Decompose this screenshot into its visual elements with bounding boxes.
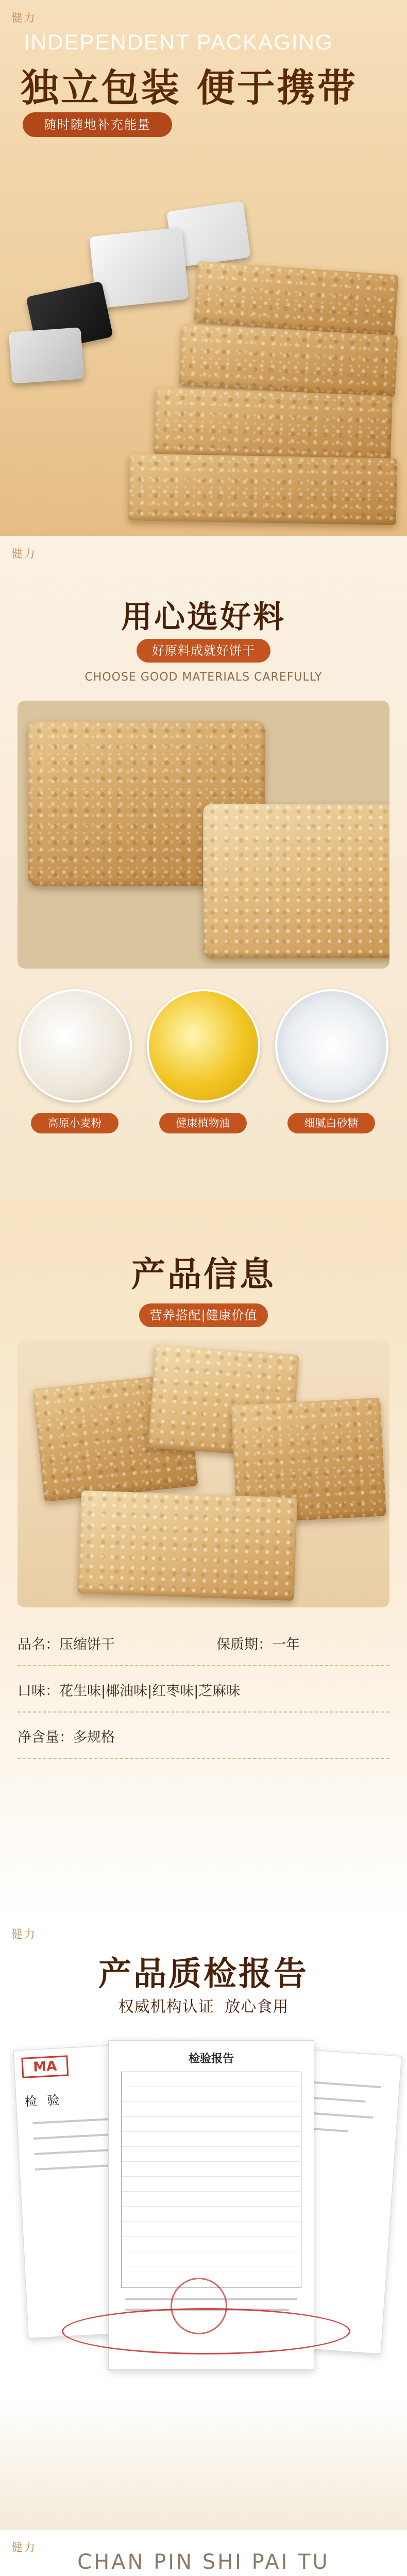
- doc-left-header: 检 验: [24, 2092, 63, 2109]
- flour-image: [19, 989, 132, 1103]
- divider: [18, 1758, 389, 1759]
- quality-report-section: [0, 1917, 407, 2530]
- ingredients-section: [0, 536, 407, 1200]
- report-subtitle: [0, 1994, 407, 2016]
- shelf-value: 一年: [272, 1637, 300, 1653]
- flavor-value: 花生味|椰油味|红枣味|芝麻味: [59, 1683, 241, 1699]
- info-name-row: [18, 1633, 115, 1653]
- oil-image: [147, 989, 260, 1103]
- ingredients-photo: [18, 701, 389, 969]
- report-sub-2: 放心食用: [225, 1998, 289, 2016]
- ingredients-pill: 好原料成就好饼干: [137, 639, 270, 663]
- ingredients-title: 用心选好料: [121, 599, 286, 635]
- info-flavor-row: [18, 1680, 240, 1700]
- doc-title: 检验报告: [188, 2053, 234, 2065]
- product-info-title: 产品信息: [131, 1255, 276, 1294]
- hero-pill: 随时随地补充能量: [23, 112, 172, 137]
- weight-value: 多规格: [73, 1730, 115, 1745]
- package-image: [9, 327, 84, 384]
- info-shelf-row: [216, 1633, 300, 1653]
- ingredient-label-sugar: 细腻白砂糖: [287, 1113, 375, 1133]
- name-label: 品名：: [18, 1637, 59, 1653]
- ingredient-label-flour: 高原小麦粉: [31, 1113, 118, 1133]
- weight-label: 净含量：: [18, 1730, 73, 1745]
- brand-logo: 健力: [11, 548, 37, 561]
- product-info-pill: 营养搭配|健康价值: [139, 1303, 268, 1327]
- ingredients-english-sub: CHOOSE GOOD MATERIALS CAREFULLY: [84, 671, 323, 684]
- report-title: 产品质检报告: [98, 1955, 309, 1993]
- product-photo: [18, 1340, 389, 1607]
- brand-logo: 健力: [11, 12, 37, 25]
- biscuit-image: [179, 324, 398, 397]
- flavor-label: 口味：: [18, 1683, 59, 1699]
- sugar-image: [275, 989, 388, 1103]
- shelf-label: 保质期：: [216, 1637, 272, 1653]
- ma-stamp: MA: [21, 2055, 69, 2078]
- product-info-section: [0, 1200, 407, 1917]
- report-sub-1: 权威机构认证: [118, 1998, 214, 2016]
- divider: [18, 1665, 389, 1666]
- biscuit-image: [128, 453, 397, 525]
- hero-english-title: INDEPENDENT PACKAGING: [24, 30, 333, 54]
- divider: [18, 1711, 389, 1713]
- brand-logo: 健力: [11, 1928, 37, 1941]
- real-shot-section: [0, 2530, 407, 2576]
- highlight-circle: [62, 2308, 350, 2354]
- biscuit-image: [194, 261, 398, 337]
- info-weight-row: [18, 1726, 115, 1746]
- biscuit-image: [154, 387, 393, 463]
- hero-title: 独立包装 便于携带: [21, 66, 358, 110]
- real-english-title: CHAN PIN SHI PAI TU: [77, 2550, 330, 2574]
- brand-logo: 健力: [11, 2541, 37, 2554]
- name-value: 压缩饼干: [59, 1637, 115, 1653]
- ingredient-label-oil: 健康植物油: [159, 1113, 247, 1133]
- hero-section: [0, 0, 407, 536]
